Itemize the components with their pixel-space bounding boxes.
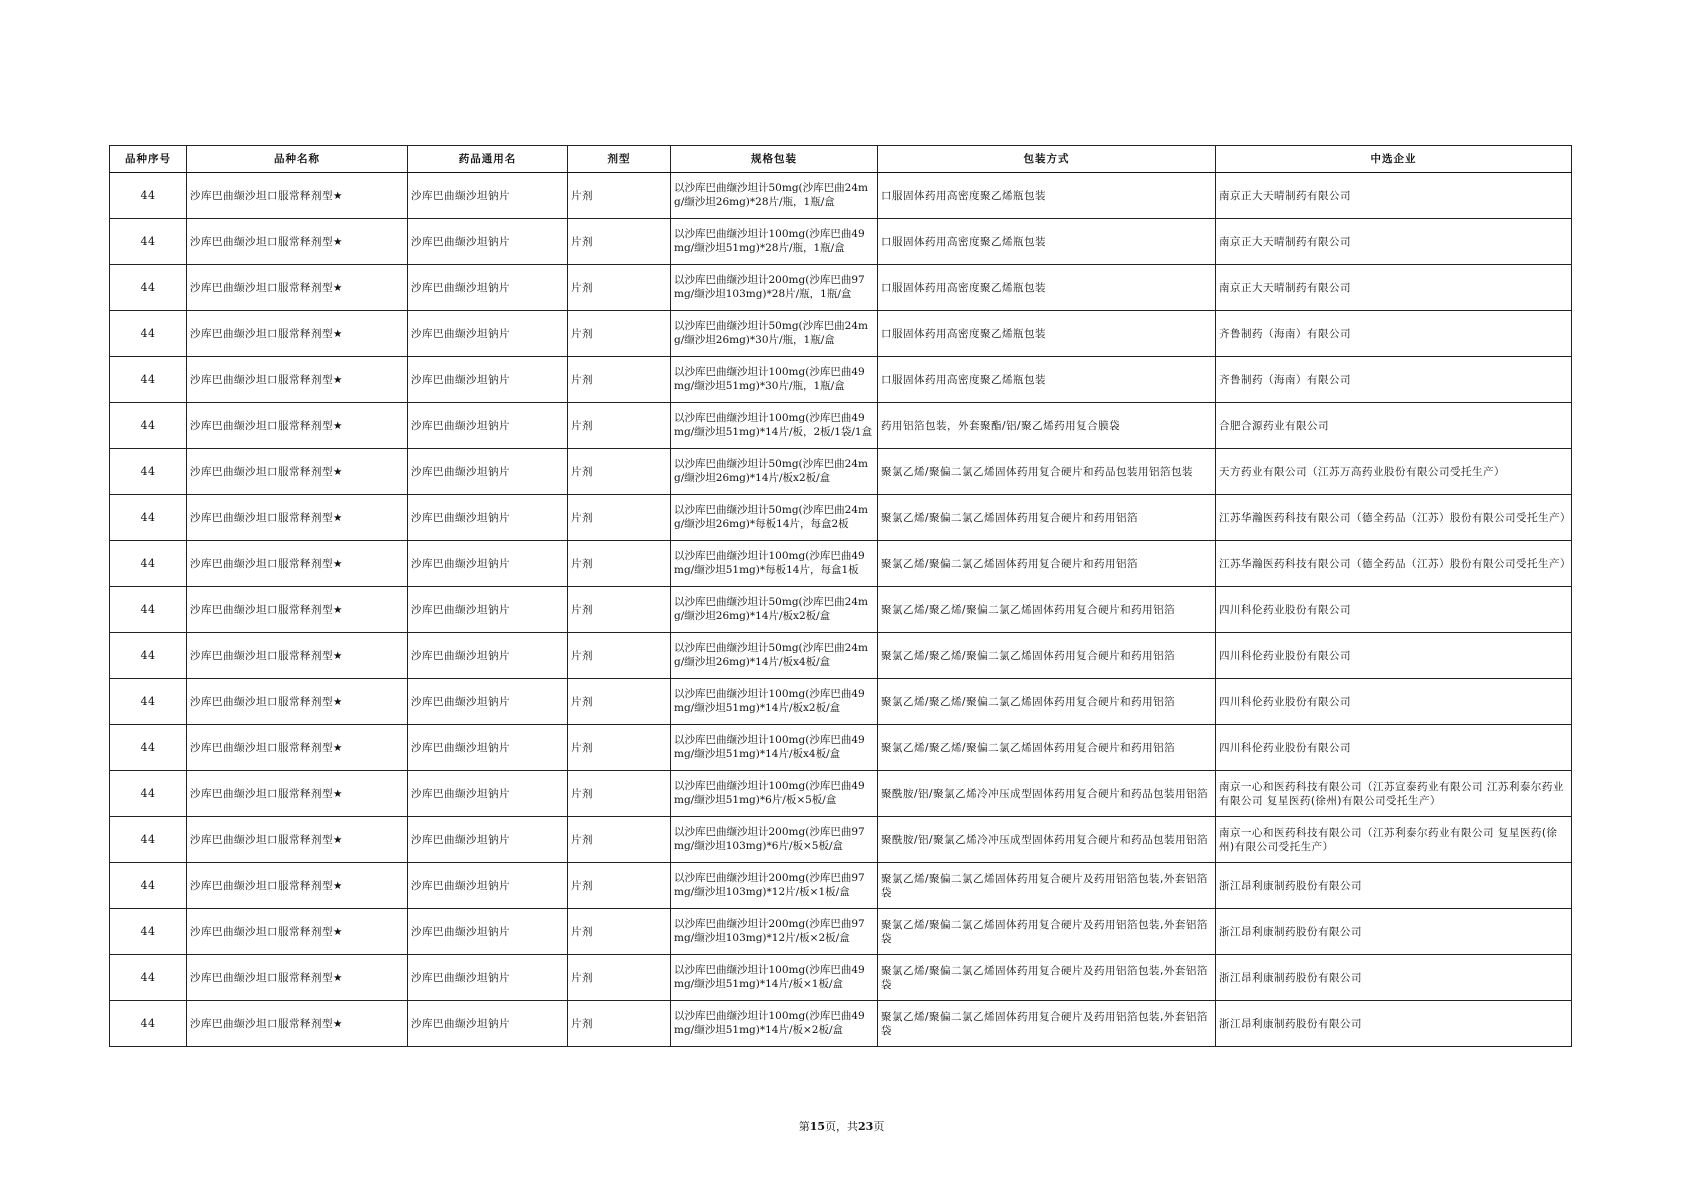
cell-generic-name: 沙库巴曲缬沙坦钠片	[408, 357, 568, 403]
cell-generic-name: 沙库巴曲缬沙坦钠片	[408, 311, 568, 357]
cell-variety-name: 沙库巴曲缬沙坦口服常释剂型★	[187, 357, 408, 403]
cell-generic-name: 沙库巴曲缬沙坦钠片	[408, 1001, 568, 1047]
cell-variety-name: 沙库巴曲缬沙坦口服常释剂型★	[187, 541, 408, 587]
cell-dosage-form: 片剂	[568, 449, 671, 495]
footer-current-page: 15	[809, 1120, 825, 1133]
cell-packaging-method: 聚酰胺/铝/聚氯乙烯冷冲压成型固体药用复合硬片和药品包装用铝箔	[878, 771, 1216, 817]
cell-variety-number: 44	[110, 173, 187, 219]
table-row	[110, 909, 1572, 955]
cell-dosage-form: 片剂	[568, 173, 671, 219]
cell-selected-company: 合肥合源药业有限公司	[1216, 403, 1572, 449]
cell-generic-name: 沙库巴曲缬沙坦钠片	[408, 449, 568, 495]
cell-selected-company: 江苏华瀚医药科技有限公司（德全药品（江苏）股份有限公司受托生产）	[1216, 495, 1572, 541]
cell-variety-name: 沙库巴曲缬沙坦口服常释剂型★	[187, 403, 408, 449]
cell-variety-name: 沙库巴曲缬沙坦口服常释剂型★	[187, 771, 408, 817]
cell-dosage-form: 片剂	[568, 357, 671, 403]
cell-generic-name: 沙库巴曲缬沙坦钠片	[408, 633, 568, 679]
cell-selected-company: 四川科伦药业股份有限公司	[1216, 679, 1572, 725]
cell-variety-number: 44	[110, 403, 187, 449]
cell-selected-company: 南京正大天晴制药有限公司	[1216, 173, 1572, 219]
cell-packaging-method: 聚氯乙烯/聚偏二氯乙烯固体药用复合硬片及药用铝箔包装,外套铝箔袋	[878, 1001, 1216, 1047]
cell-packaging-method: 聚氯乙烯/聚偏二氯乙烯固体药用复合硬片和药品包装用铝箔包装	[878, 449, 1216, 495]
cell-variety-name: 沙库巴曲缬沙坦口服常释剂型★	[187, 587, 408, 633]
footer-total-pages: 23	[858, 1120, 874, 1133]
cell-spec-package: 以沙库巴曲缬沙坦计200mg(沙库巴曲97mg/缬沙坦103mg)*6片/板×5板/盒	[671, 817, 878, 863]
cell-packaging-method: 口服固体药用高密度聚乙烯瓶包装	[878, 357, 1216, 403]
table-row	[110, 955, 1572, 1001]
cell-generic-name: 沙库巴曲缬沙坦钠片	[408, 817, 568, 863]
cell-dosage-form: 片剂	[568, 955, 671, 1001]
cell-dosage-form: 片剂	[568, 1001, 671, 1047]
cell-packaging-method: 聚氯乙烯/聚偏二氯乙烯固体药用复合硬片和药用铝箔	[878, 541, 1216, 587]
cell-spec-package: 以沙库巴曲缬沙坦计100mg(沙库巴曲49mg/缬沙坦51mg)*14片/板×2板/盒	[671, 1001, 878, 1047]
cell-variety-name: 沙库巴曲缬沙坦口服常释剂型★	[187, 633, 408, 679]
cell-variety-name: 沙库巴曲缬沙坦口服常释剂型★	[187, 909, 408, 955]
cell-dosage-form: 片剂	[568, 265, 671, 311]
cell-variety-number: 44	[110, 495, 187, 541]
cell-packaging-method: 口服固体药用高密度聚乙烯瓶包装	[878, 265, 1216, 311]
cell-spec-package: 以沙库巴曲缬沙坦计50mg(沙库巴曲24mg/缬沙坦26mg)*每板14片，每盒2板	[671, 495, 878, 541]
cell-spec-package: 以沙库巴曲缬沙坦计100mg(沙库巴曲49mg/缬沙坦51mg)*每板14片，每盒1板	[671, 541, 878, 587]
cell-variety-number: 44	[110, 449, 187, 495]
cell-spec-package: 以沙库巴曲缬沙坦计50mg(沙库巴曲24mg/缬沙坦26mg)*30片/瓶，1瓶/盒	[671, 311, 878, 357]
cell-variety-number: 44	[110, 771, 187, 817]
table-row	[110, 541, 1572, 587]
cell-dosage-form: 片剂	[568, 633, 671, 679]
cell-variety-number: 44	[110, 955, 187, 1001]
cell-generic-name: 沙库巴曲缬沙坦钠片	[408, 265, 568, 311]
table-row	[110, 495, 1572, 541]
table-row	[110, 679, 1572, 725]
cell-variety-name: 沙库巴曲缬沙坦口服常释剂型★	[187, 863, 408, 909]
header-spec-package: 规格包装	[671, 146, 878, 173]
cell-spec-package: 以沙库巴曲缬沙坦计50mg(沙库巴曲24mg/缬沙坦26mg)*14片/板x2板/盒	[671, 587, 878, 633]
header-dosage-form: 剂型	[568, 146, 671, 173]
cell-spec-package: 以沙库巴曲缬沙坦计100mg(沙库巴曲49mg/缬沙坦51mg)*28片/瓶，1瓶/盒	[671, 219, 878, 265]
cell-variety-number: 44	[110, 311, 187, 357]
cell-packaging-method: 聚酰胺/铝/聚氯乙烯冷冲压成型固体药用复合硬片和药品包装用铝箔	[878, 817, 1216, 863]
cell-variety-number: 44	[110, 587, 187, 633]
cell-selected-company: 南京正大天晴制药有限公司	[1216, 219, 1572, 265]
header-variety-number: 品种序号	[110, 146, 187, 173]
cell-packaging-method: 聚氯乙烯/聚偏二氯乙烯固体药用复合硬片及药用铝箔包装,外套铝箔袋	[878, 863, 1216, 909]
cell-dosage-form: 片剂	[568, 863, 671, 909]
cell-dosage-form: 片剂	[568, 495, 671, 541]
cell-dosage-form: 片剂	[568, 541, 671, 587]
cell-spec-package: 以沙库巴曲缬沙坦计50mg(沙库巴曲24mg/缬沙坦26mg)*28片/瓶，1瓶/盒	[671, 173, 878, 219]
cell-variety-name: 沙库巴曲缬沙坦口服常释剂型★	[187, 725, 408, 771]
table-row	[110, 403, 1572, 449]
cell-variety-name: 沙库巴曲缬沙坦口服常释剂型★	[187, 219, 408, 265]
cell-selected-company: 四川科伦药业股份有限公司	[1216, 587, 1572, 633]
cell-variety-number: 44	[110, 265, 187, 311]
cell-spec-package: 以沙库巴曲缬沙坦计200mg(沙库巴曲97mg/缬沙坦103mg)*28片/瓶，1瓶/盒	[671, 265, 878, 311]
cell-packaging-method: 聚氯乙烯/聚乙烯/聚偏二氯乙烯固体药用复合硬片和药用铝箔	[878, 633, 1216, 679]
cell-dosage-form: 片剂	[568, 909, 671, 955]
cell-variety-name: 沙库巴曲缬沙坦口服常释剂型★	[187, 311, 408, 357]
cell-packaging-method: 聚氯乙烯/聚乙烯/聚偏二氯乙烯固体药用复合硬片和药用铝箔	[878, 679, 1216, 725]
cell-dosage-form: 片剂	[568, 725, 671, 771]
cell-generic-name: 沙库巴曲缬沙坦钠片	[408, 863, 568, 909]
cell-generic-name: 沙库巴曲缬沙坦钠片	[408, 679, 568, 725]
footer-suffix: 页	[873, 1120, 885, 1133]
table-row	[110, 633, 1572, 679]
table-row	[110, 863, 1572, 909]
cell-generic-name: 沙库巴曲缬沙坦钠片	[408, 219, 568, 265]
table-row	[110, 219, 1572, 265]
cell-spec-package: 以沙库巴曲缬沙坦计200mg(沙库巴曲97mg/缬沙坦103mg)*12片/板×2板/盒	[671, 909, 878, 955]
cell-dosage-form: 片剂	[568, 817, 671, 863]
table-row	[110, 725, 1572, 771]
document-table-container	[109, 145, 1571, 1047]
cell-packaging-method: 口服固体药用高密度聚乙烯瓶包装	[878, 311, 1216, 357]
cell-variety-name: 沙库巴曲缬沙坦口服常释剂型★	[187, 265, 408, 311]
page-footer	[0, 1118, 1683, 1134]
cell-packaging-method: 口服固体药用高密度聚乙烯瓶包装	[878, 173, 1216, 219]
cell-variety-name: 沙库巴曲缬沙坦口服常释剂型★	[187, 495, 408, 541]
cell-spec-package: 以沙库巴曲缬沙坦计50mg(沙库巴曲24mg/缬沙坦26mg)*14片/板x4板/盒	[671, 633, 878, 679]
table-body	[110, 173, 1572, 1047]
cell-spec-package: 以沙库巴曲缬沙坦计100mg(沙库巴曲49mg/缬沙坦51mg)*6片/板×5板/盒	[671, 771, 878, 817]
cell-selected-company: 南京一心和医药科技有限公司（江苏利泰尔药业有限公司 复星医药(徐州)有限公司受托生产）	[1216, 817, 1572, 863]
cell-packaging-method: 聚氯乙烯/聚乙烯/聚偏二氯乙烯固体药用复合硬片和药用铝箔	[878, 725, 1216, 771]
cell-generic-name: 沙库巴曲缬沙坦钠片	[408, 955, 568, 1001]
header-selected-company: 中选企业	[1216, 146, 1572, 173]
cell-selected-company: 南京一心和医药科技有限公司（江苏宣泰药业有限公司 江苏利泰尔药业有限公司 复星医药(徐州)有限公司受托生产）	[1216, 771, 1572, 817]
cell-variety-name: 沙库巴曲缬沙坦口服常释剂型★	[187, 1001, 408, 1047]
cell-selected-company: 天方药业有限公司（江苏万高药业股份有限公司受托生产）	[1216, 449, 1572, 495]
cell-variety-number: 44	[110, 679, 187, 725]
cell-variety-number: 44	[110, 725, 187, 771]
cell-packaging-method: 聚氯乙烯/聚乙烯/聚偏二氯乙烯固体药用复合硬片和药用铝箔	[878, 587, 1216, 633]
cell-packaging-method: 聚氯乙烯/聚偏二氯乙烯固体药用复合硬片及药用铝箔包装,外套铝箔袋	[878, 955, 1216, 1001]
cell-spec-package: 以沙库巴曲缬沙坦计100mg(沙库巴曲49mg/缬沙坦51mg)*14片/板×1板/盒	[671, 955, 878, 1001]
cell-variety-number: 44	[110, 817, 187, 863]
cell-selected-company: 浙江昂利康制药股份有限公司	[1216, 863, 1572, 909]
footer-middle: 页，共	[825, 1120, 858, 1133]
cell-packaging-method: 聚氯乙烯/聚偏二氯乙烯固体药用复合硬片及药用铝箔包装,外套铝箔袋	[878, 909, 1216, 955]
cell-dosage-form: 片剂	[568, 679, 671, 725]
cell-selected-company: 四川科伦药业股份有限公司	[1216, 725, 1572, 771]
table-row	[110, 587, 1572, 633]
cell-dosage-form: 片剂	[568, 587, 671, 633]
cell-generic-name: 沙库巴曲缬沙坦钠片	[408, 495, 568, 541]
cell-variety-name: 沙库巴曲缬沙坦口服常释剂型★	[187, 449, 408, 495]
cell-generic-name: 沙库巴曲缬沙坦钠片	[408, 403, 568, 449]
cell-packaging-method: 药用铝箔包装，外套聚酯/铝/聚乙烯药用复合膜袋	[878, 403, 1216, 449]
cell-spec-package: 以沙库巴曲缬沙坦计100mg(沙库巴曲49mg/缬沙坦51mg)*14片/板，2板/1袋/1盒	[671, 403, 878, 449]
cell-selected-company: 齐鲁制药（海南）有限公司	[1216, 357, 1572, 403]
footer-prefix: 第	[798, 1120, 810, 1133]
cell-variety-number: 44	[110, 219, 187, 265]
cell-dosage-form: 片剂	[568, 219, 671, 265]
cell-generic-name: 沙库巴曲缬沙坦钠片	[408, 587, 568, 633]
cell-packaging-method: 聚氯乙烯/聚偏二氯乙烯固体药用复合硬片和药用铝箔	[878, 495, 1216, 541]
cell-variety-name: 沙库巴曲缬沙坦口服常释剂型★	[187, 173, 408, 219]
cell-variety-number: 44	[110, 357, 187, 403]
cell-generic-name: 沙库巴曲缬沙坦钠片	[408, 173, 568, 219]
header-generic-name: 药品通用名	[408, 146, 568, 173]
cell-dosage-form: 片剂	[568, 771, 671, 817]
table-row	[110, 771, 1572, 817]
cell-variety-number: 44	[110, 633, 187, 679]
header-packaging-method: 包装方式	[878, 146, 1216, 173]
table-row	[110, 817, 1572, 863]
cell-variety-name: 沙库巴曲缬沙坦口服常释剂型★	[187, 817, 408, 863]
table-row	[110, 449, 1572, 495]
cell-variety-number: 44	[110, 1001, 187, 1047]
table-row	[110, 1001, 1572, 1047]
cell-generic-name: 沙库巴曲缬沙坦钠片	[408, 909, 568, 955]
cell-selected-company: 浙江昂利康制药股份有限公司	[1216, 909, 1572, 955]
drug-procurement-table	[109, 145, 1572, 1047]
cell-variety-name: 沙库巴曲缬沙坦口服常释剂型★	[187, 955, 408, 1001]
cell-spec-package: 以沙库巴曲缬沙坦计50mg(沙库巴曲24mg/缬沙坦26mg)*14片/板x2板/盒	[671, 449, 878, 495]
cell-selected-company: 齐鲁制药（海南）有限公司	[1216, 311, 1572, 357]
table-row	[110, 173, 1572, 219]
cell-variety-number: 44	[110, 541, 187, 587]
table-row	[110, 265, 1572, 311]
cell-selected-company: 四川科伦药业股份有限公司	[1216, 633, 1572, 679]
cell-generic-name: 沙库巴曲缬沙坦钠片	[408, 541, 568, 587]
cell-dosage-form: 片剂	[568, 403, 671, 449]
cell-generic-name: 沙库巴曲缬沙坦钠片	[408, 725, 568, 771]
cell-generic-name: 沙库巴曲缬沙坦钠片	[408, 771, 568, 817]
cell-selected-company: 南京正大天晴制药有限公司	[1216, 265, 1572, 311]
cell-variety-number: 44	[110, 909, 187, 955]
cell-packaging-method: 口服固体药用高密度聚乙烯瓶包装	[878, 219, 1216, 265]
table-header-row	[110, 146, 1572, 173]
table-row	[110, 311, 1572, 357]
cell-selected-company: 浙江昂利康制药股份有限公司	[1216, 955, 1572, 1001]
cell-spec-package: 以沙库巴曲缬沙坦计200mg(沙库巴曲97mg/缬沙坦103mg)*12片/板×1板/盒	[671, 863, 878, 909]
cell-selected-company: 浙江昂利康制药股份有限公司	[1216, 1001, 1572, 1047]
table-row	[110, 357, 1572, 403]
cell-dosage-form: 片剂	[568, 311, 671, 357]
cell-variety-name: 沙库巴曲缬沙坦口服常释剂型★	[187, 679, 408, 725]
header-variety-name: 品种名称	[187, 146, 408, 173]
cell-spec-package: 以沙库巴曲缬沙坦计100mg(沙库巴曲49mg/缬沙坦51mg)*30片/瓶，1瓶/盒	[671, 357, 878, 403]
cell-spec-package: 以沙库巴曲缬沙坦计100mg(沙库巴曲49mg/缬沙坦51mg)*14片/板x2板/盒	[671, 679, 878, 725]
cell-spec-package: 以沙库巴曲缬沙坦计100mg(沙库巴曲49mg/缬沙坦51mg)*14片/板x4板/盒	[671, 725, 878, 771]
cell-selected-company: 江苏华瀚医药科技有限公司（德全药品（江苏）股份有限公司受托生产）	[1216, 541, 1572, 587]
cell-variety-number: 44	[110, 863, 187, 909]
